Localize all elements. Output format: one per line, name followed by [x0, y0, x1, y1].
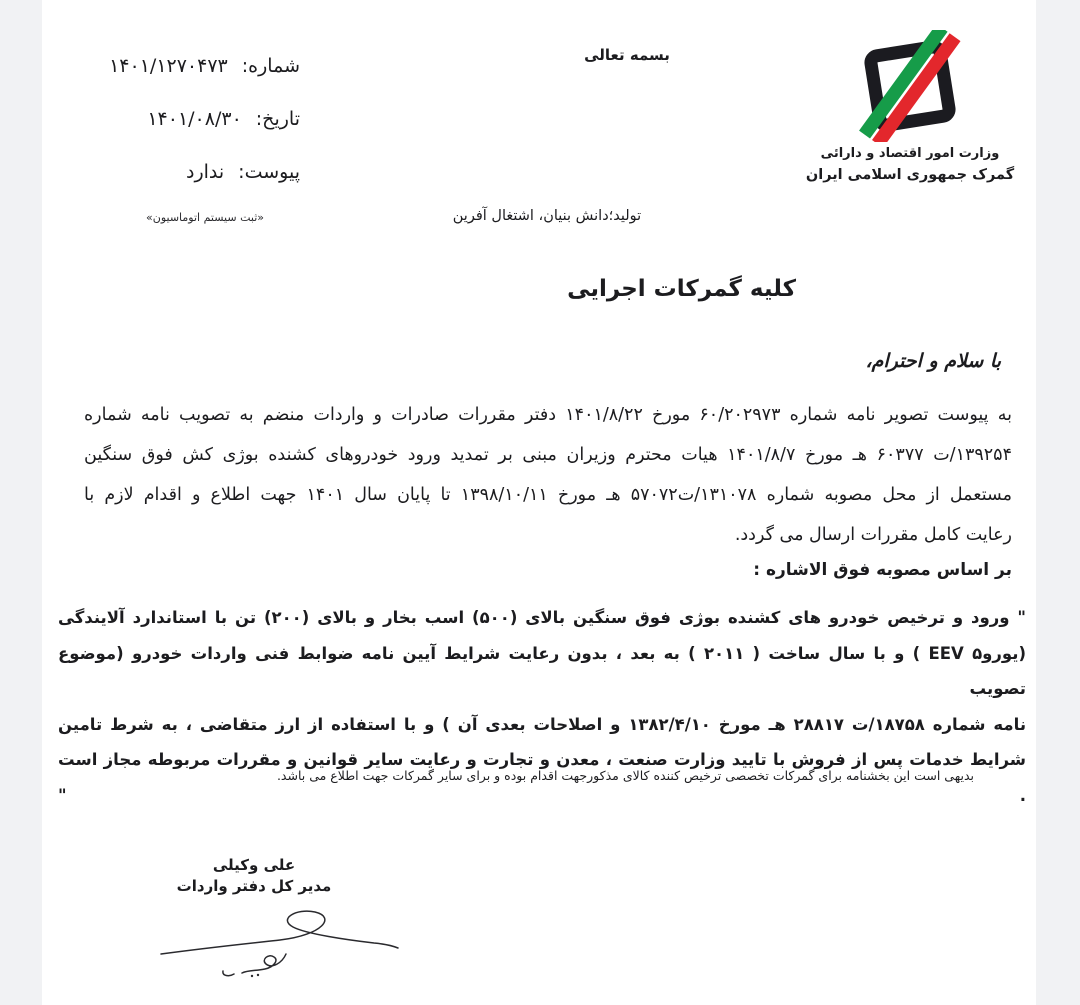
letter-number-row — [82, 52, 300, 80]
date-value: ۱۴۰۱/۰۸/۳۰ — [147, 108, 242, 130]
agency-name: گمرک جمهوری اسلامی ایران — [805, 167, 1015, 183]
body-line-3: مستعمل از محل مصوبه شماره ۱۳۱۰۷۸/ت۵۷۰۷۲ هـ مورخ ۱۳۹۸/۱۰/۱۱ تا پایان سال ۱۴۰۱ جهت اطلاع و اقدام لازم با — [84, 485, 1012, 505]
letter-attachment-row — [82, 158, 300, 186]
provision-line-3: نامه شماره ۱۸۷۵۸/ت ۲۸۸۱۷ هـ مورخ ۱۳۸۲/۴/۱۰ و اصلاحات بعدی آن ) و با استفاده از ارز متقاضی ، به شرط تامین — [58, 714, 1027, 734]
provision-line-4: شرایط خدمات پس از فروش با تایید وزارت صنعت ، معدن و تجارت و رعایت سایر قوانین و مقررات مربوطه مجاز است . " — [58, 750, 1026, 805]
header-logo-block — [799, 30, 1021, 183]
date-label: تاریخ: — [255, 108, 300, 130]
closing-note: بدیهی است این بخشنامه برای گمرکات تخصصی ترخیص کننده کالای مذکورجهت اقدام بوده و برای سایر گمرکات جهت اطلاع می باشد. — [276, 768, 974, 783]
body-line-1: به پیوست تصویر نامه شماره ۶۰/۲۰۲۹۷۳ مورخ ۱۴۰۱/۸/۲۲ دفتر مقررات صادرات و واردات منضم به تصویب نامه شماره — [84, 405, 1012, 425]
signer-name: علی وکیلی — [212, 856, 296, 874]
letter-page — [42, 0, 1036, 1005]
body-paragraph — [84, 395, 1012, 555]
handwritten-signature — [158, 896, 402, 980]
signature-block — [154, 856, 354, 895]
signature-dot — [257, 974, 259, 976]
provision-line-1: " ورود و ترخیص خودرو های کشنده بوژی فوق سنگین بالای (۵۰۰) اسب بخار و بالای (۲۰۰) تن با استاندارد آلایندگی — [58, 608, 1026, 627]
number-value: ۱۴۰۱/۱۲۷۰۴۷۳ — [109, 55, 228, 77]
attachment-value: ندارد — [185, 161, 225, 183]
attachment-label: پیوست: — [238, 161, 300, 183]
signature-flourish-stroke — [161, 911, 398, 954]
year-slogan: تولید؛دانش بنیان، اشتغال آفرین — [452, 208, 642, 224]
provision-line-2: (یورو۵ EEV ) و با سال ساخت ( ۲۰۱۱ ) به بعد ، بدون رعایت شرایط آیین نامه ضوابط فنی واردات خودرو (موضوع تصویب — [58, 643, 1026, 698]
body-line-2: ۱۳۹۲۵۴/ت ۶۰۳۷۷ هـ مورخ ۱۴۰۱/۸/۷ هیات محترم وزیران مبنی بر تمدید ورود خودروهای کشنده بوژی کش فوق سنگین — [84, 445, 1012, 465]
automation-note: «ثبت سیستم اتوماسیون» — [146, 211, 264, 224]
ministry-name: وزارت امور اقتصاد و دارائی — [820, 146, 1000, 161]
salutation-line: با سلام و احترام، — [865, 350, 1001, 372]
signature-word-stroke — [223, 954, 286, 976]
letter-meta-block — [82, 52, 300, 224]
signer-title: مدیر کل دفتر واردات — [176, 877, 332, 895]
number-label: شماره: — [241, 55, 300, 77]
besmele-heading: بسمه تعالی — [584, 46, 670, 64]
recipient-heading: کلیه گمرکات اجرایی — [567, 276, 796, 302]
reference-intro: بر اساس مصوبه فوق الاشاره : — [753, 560, 1012, 580]
body-line-4: رعایت کامل مقررات ارسال می گردد. — [734, 525, 1012, 545]
letter-date-row — [82, 105, 300, 133]
iran-customs-logo-icon — [858, 30, 962, 142]
signature-dot — [251, 975, 253, 977]
